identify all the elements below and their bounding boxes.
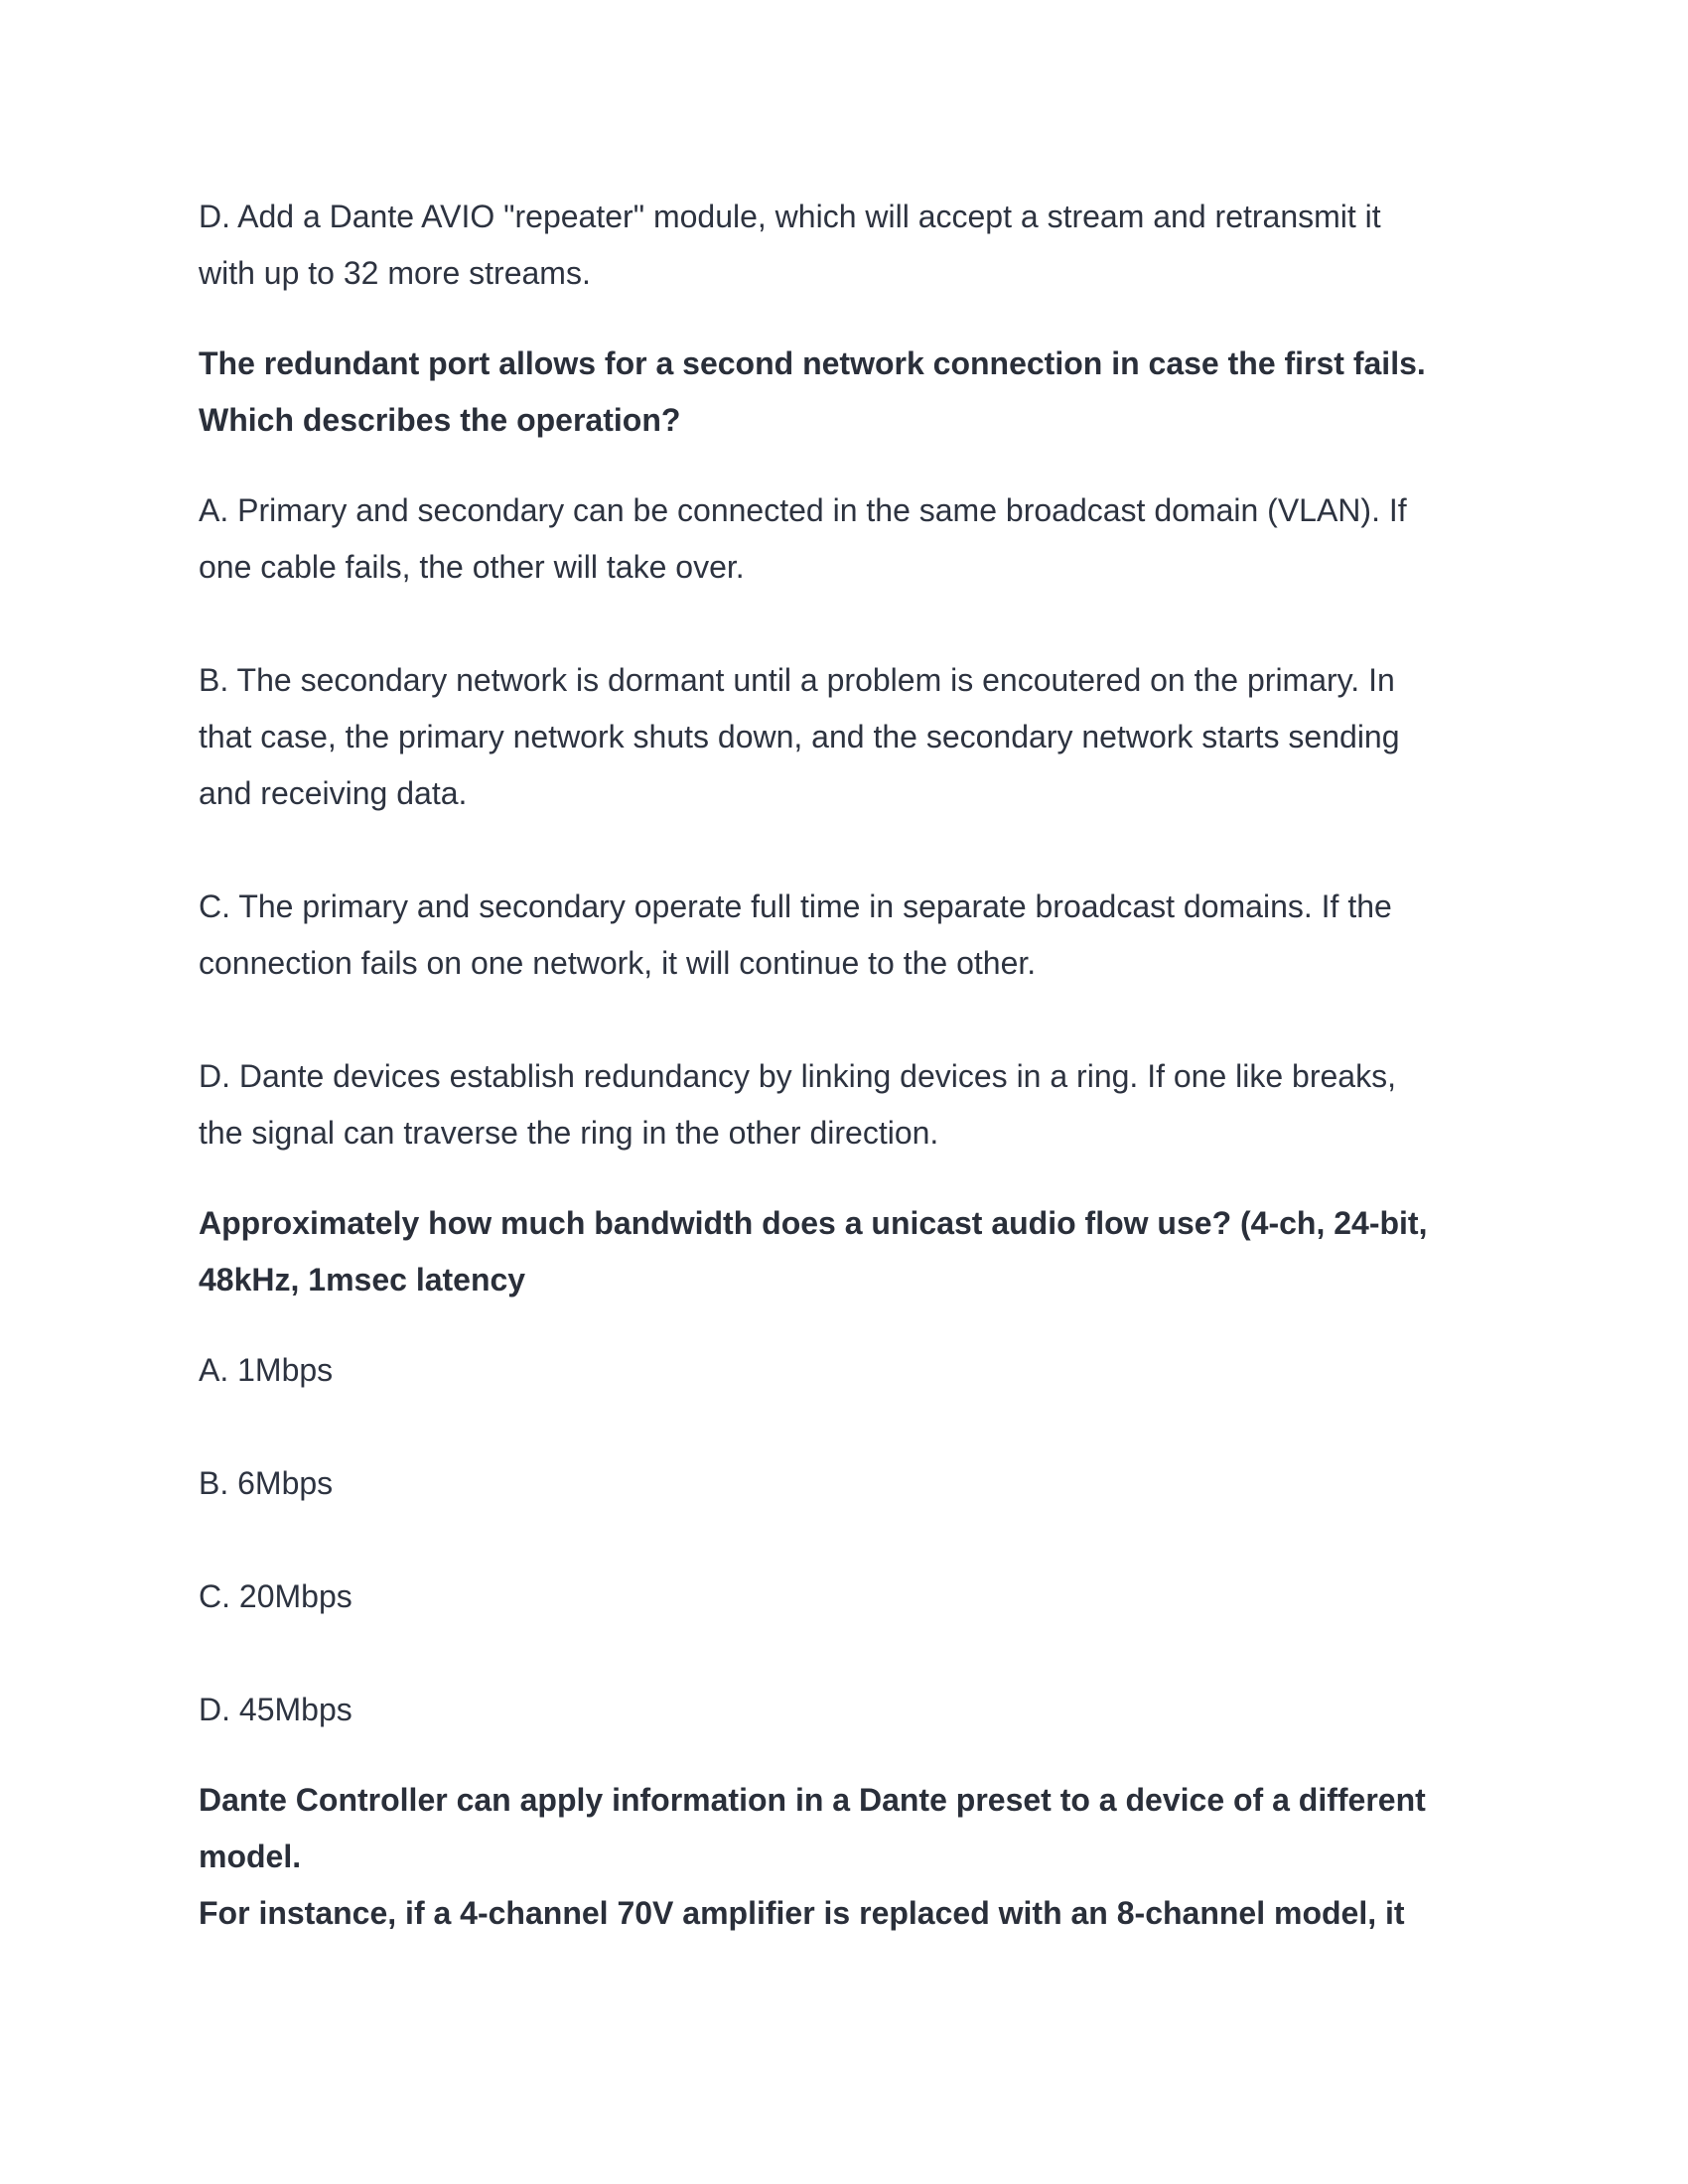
- option-line: and receiving data.: [199, 775, 468, 811]
- option-line: the signal can traverse the ring in the other direction.: [199, 1115, 939, 1151]
- option-line: A. Primary and secondary can be connected in the same broadcast domain (VLAN). If: [199, 492, 1407, 528]
- question-preset: [199, 1772, 1509, 1942]
- text-line: with up to 32 more streams.: [199, 255, 591, 291]
- option-line: C. The primary and secondary operate full time in separate broadcast domains. If the: [199, 888, 1392, 924]
- document-page: [199, 189, 1509, 1942]
- question-line: Which describes the operation?: [199, 402, 681, 438]
- option-a: [199, 482, 1509, 596]
- previous-answer-d: [199, 189, 1509, 302]
- bandwidth-option-a: [199, 1342, 1509, 1399]
- option-line: B. 6Mbps: [199, 1465, 334, 1501]
- question-line: model.: [199, 1839, 302, 1874]
- question-line: 48kHz, 1msec latency: [199, 1262, 526, 1297]
- option-line: connection fails on one network, it will continue to the other.: [199, 945, 1037, 981]
- option-c: [199, 879, 1509, 992]
- question-bandwidth: [199, 1195, 1509, 1308]
- option-line: that case, the primary network shuts down, and the secondary network starts sending: [199, 719, 1400, 754]
- bandwidth-option-b: [199, 1455, 1509, 1512]
- option-line: A. 1Mbps: [199, 1352, 334, 1388]
- question-line: Approximately how much bandwidth does a unicast audio flow use? (4-ch, 24-bit,: [199, 1205, 1428, 1241]
- option-line: D. Dante devices establish redundancy by linking devices in a ring. If one like breaks,: [199, 1058, 1396, 1094]
- question-line: Dante Controller can apply information in a Dante preset to a device of a different: [199, 1782, 1426, 1818]
- question-redundancy: [199, 336, 1509, 449]
- option-b: [199, 652, 1509, 822]
- option-line: one cable fails, the other will take over.: [199, 549, 745, 585]
- bandwidth-option-c: [199, 1569, 1509, 1625]
- question-line: For instance, if a 4-channel 70V amplifier is replaced with an 8-channel model, it: [199, 1895, 1405, 1931]
- option-line: C. 20Mbps: [199, 1578, 352, 1614]
- question-line: The redundant port allows for a second network connection in case the first fails.: [199, 345, 1426, 381]
- option-line: D. 45Mbps: [199, 1692, 352, 1727]
- text-line: D. Add a Dante AVIO "repeater" module, which will accept a stream and retransmit it: [199, 199, 1381, 234]
- option-line: B. The secondary network is dormant until a problem is encoutered on the primary. In: [199, 662, 1395, 698]
- option-d: [199, 1048, 1509, 1161]
- bandwidth-option-d: [199, 1682, 1509, 1738]
